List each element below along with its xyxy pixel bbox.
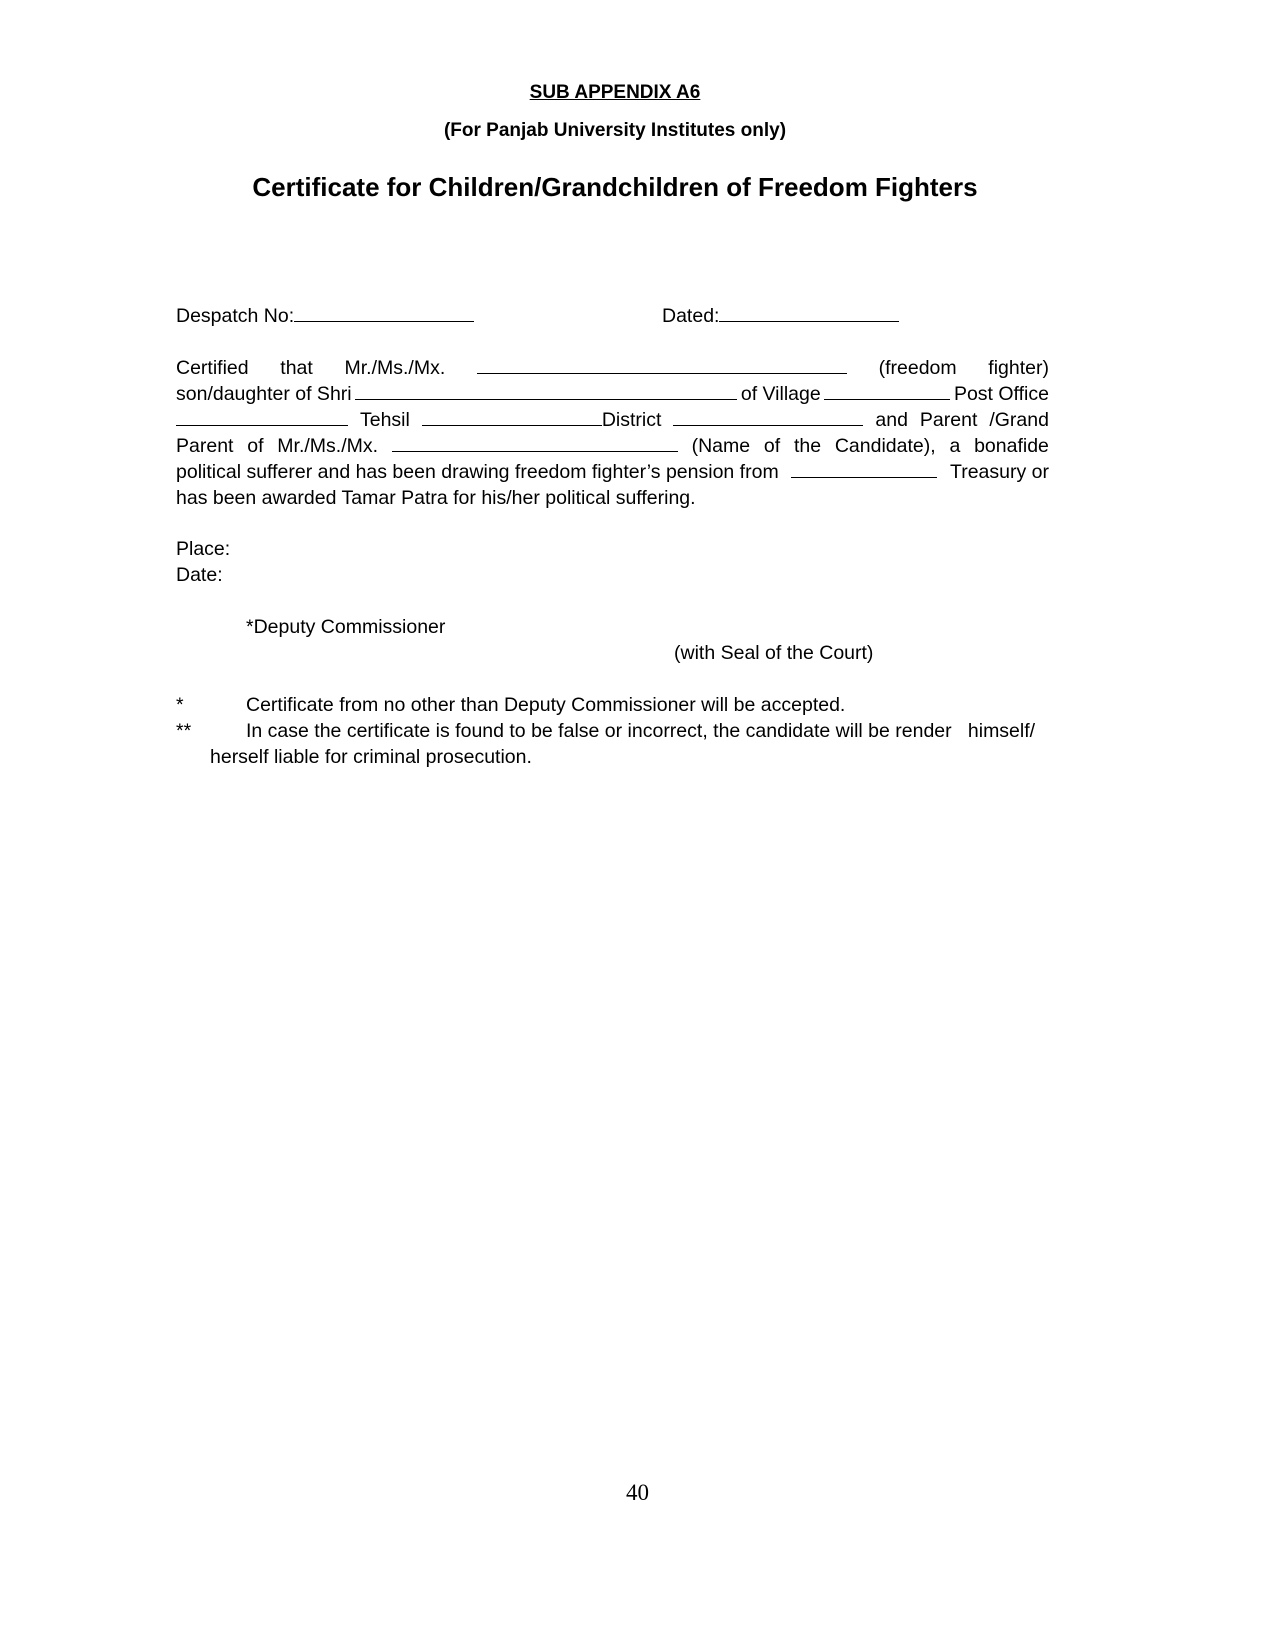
body-line-3 [176,407,1049,433]
treasury-field[interactable] [791,459,937,478]
dated-label: Dated: [662,305,720,327]
body-text: son/daughter of Shri [176,383,352,405]
note-1 [176,692,1049,718]
note-text: Certificate from no other than Deputy Commissioner will be accepted. [246,694,846,716]
body-text: /Grand [989,409,1049,431]
body-text: of Village [740,383,821,405]
despatch-label: Despatch No: [176,305,295,327]
body-text: Tehsil [359,409,410,431]
father-name-field[interactable] [355,381,737,400]
appendix-subtitle: (For Panjab University Institutes only) [443,120,787,141]
tehsil-field[interactable] [422,407,602,426]
certificate-body [176,355,1049,511]
note-2 [176,718,1049,744]
date-label: Date: [176,564,223,586]
body-text: a [949,435,961,457]
dated-block [662,303,899,329]
body-text: Parent [176,435,234,457]
page-number: 40 [626,1480,649,1505]
dated-field[interactable] [719,303,899,322]
candidate-name-field[interactable] [392,433,678,452]
body-text: Mr./Ms./Mx. [277,435,379,457]
note-2-continuation: herself liable for criminal prosecution. [210,746,532,768]
signatory: *Deputy Commissioner [246,616,446,638]
body-text: Post Office [953,383,1049,405]
despatch-row [176,303,1049,329]
notes [176,692,1049,770]
certificate-title: Certificate for Children/Grandchildren of Freedom Fighters [252,172,978,202]
place-date-block [176,536,1049,588]
post-office-field[interactable] [176,407,348,426]
body-text: (freedom [878,357,957,379]
body-line-5 [176,459,1049,485]
note-text: In case the certificate is found to be false or incorrect, the candidate will be render himself/ [246,720,1036,742]
body-text: Candidate), [834,435,936,457]
body-text: and [875,409,908,431]
appendix-title: SUB APPENDIX A6 [529,82,701,103]
note-marker: * [176,694,184,716]
body-text: Certified [176,357,249,379]
body-line-1 [176,355,1049,381]
body-line-6 [176,485,1049,511]
note-marker: ** [176,720,192,742]
district-field[interactable] [673,407,863,426]
village-field[interactable] [824,381,950,400]
body-line-2 [176,381,1049,407]
body-text: Mr./Ms./Mx. [344,357,446,379]
body-text: the [793,435,822,457]
body-text: of [763,435,781,457]
body-text: that [280,357,313,379]
body-text: bonafide [974,435,1049,457]
despatch-number-field[interactable] [294,303,474,322]
body-text: Treasury or [950,461,1049,483]
body-text: (Name [691,435,751,457]
body-line-4 [176,433,1049,459]
seal-note: (with Seal of the Court) [674,642,874,664]
body-text: fighter) [988,357,1049,379]
body-text: political sufferer and has been drawing freedom fighter’s pension from [176,461,779,483]
body-text: District [601,409,662,431]
body-text: has been awarded Tamar Patra for his/her political suffering. [176,487,696,509]
place-label: Place: [176,538,231,560]
freedom-fighter-name-field[interactable] [477,355,847,374]
body-text: Parent [919,409,978,431]
body-text: of [247,435,264,457]
